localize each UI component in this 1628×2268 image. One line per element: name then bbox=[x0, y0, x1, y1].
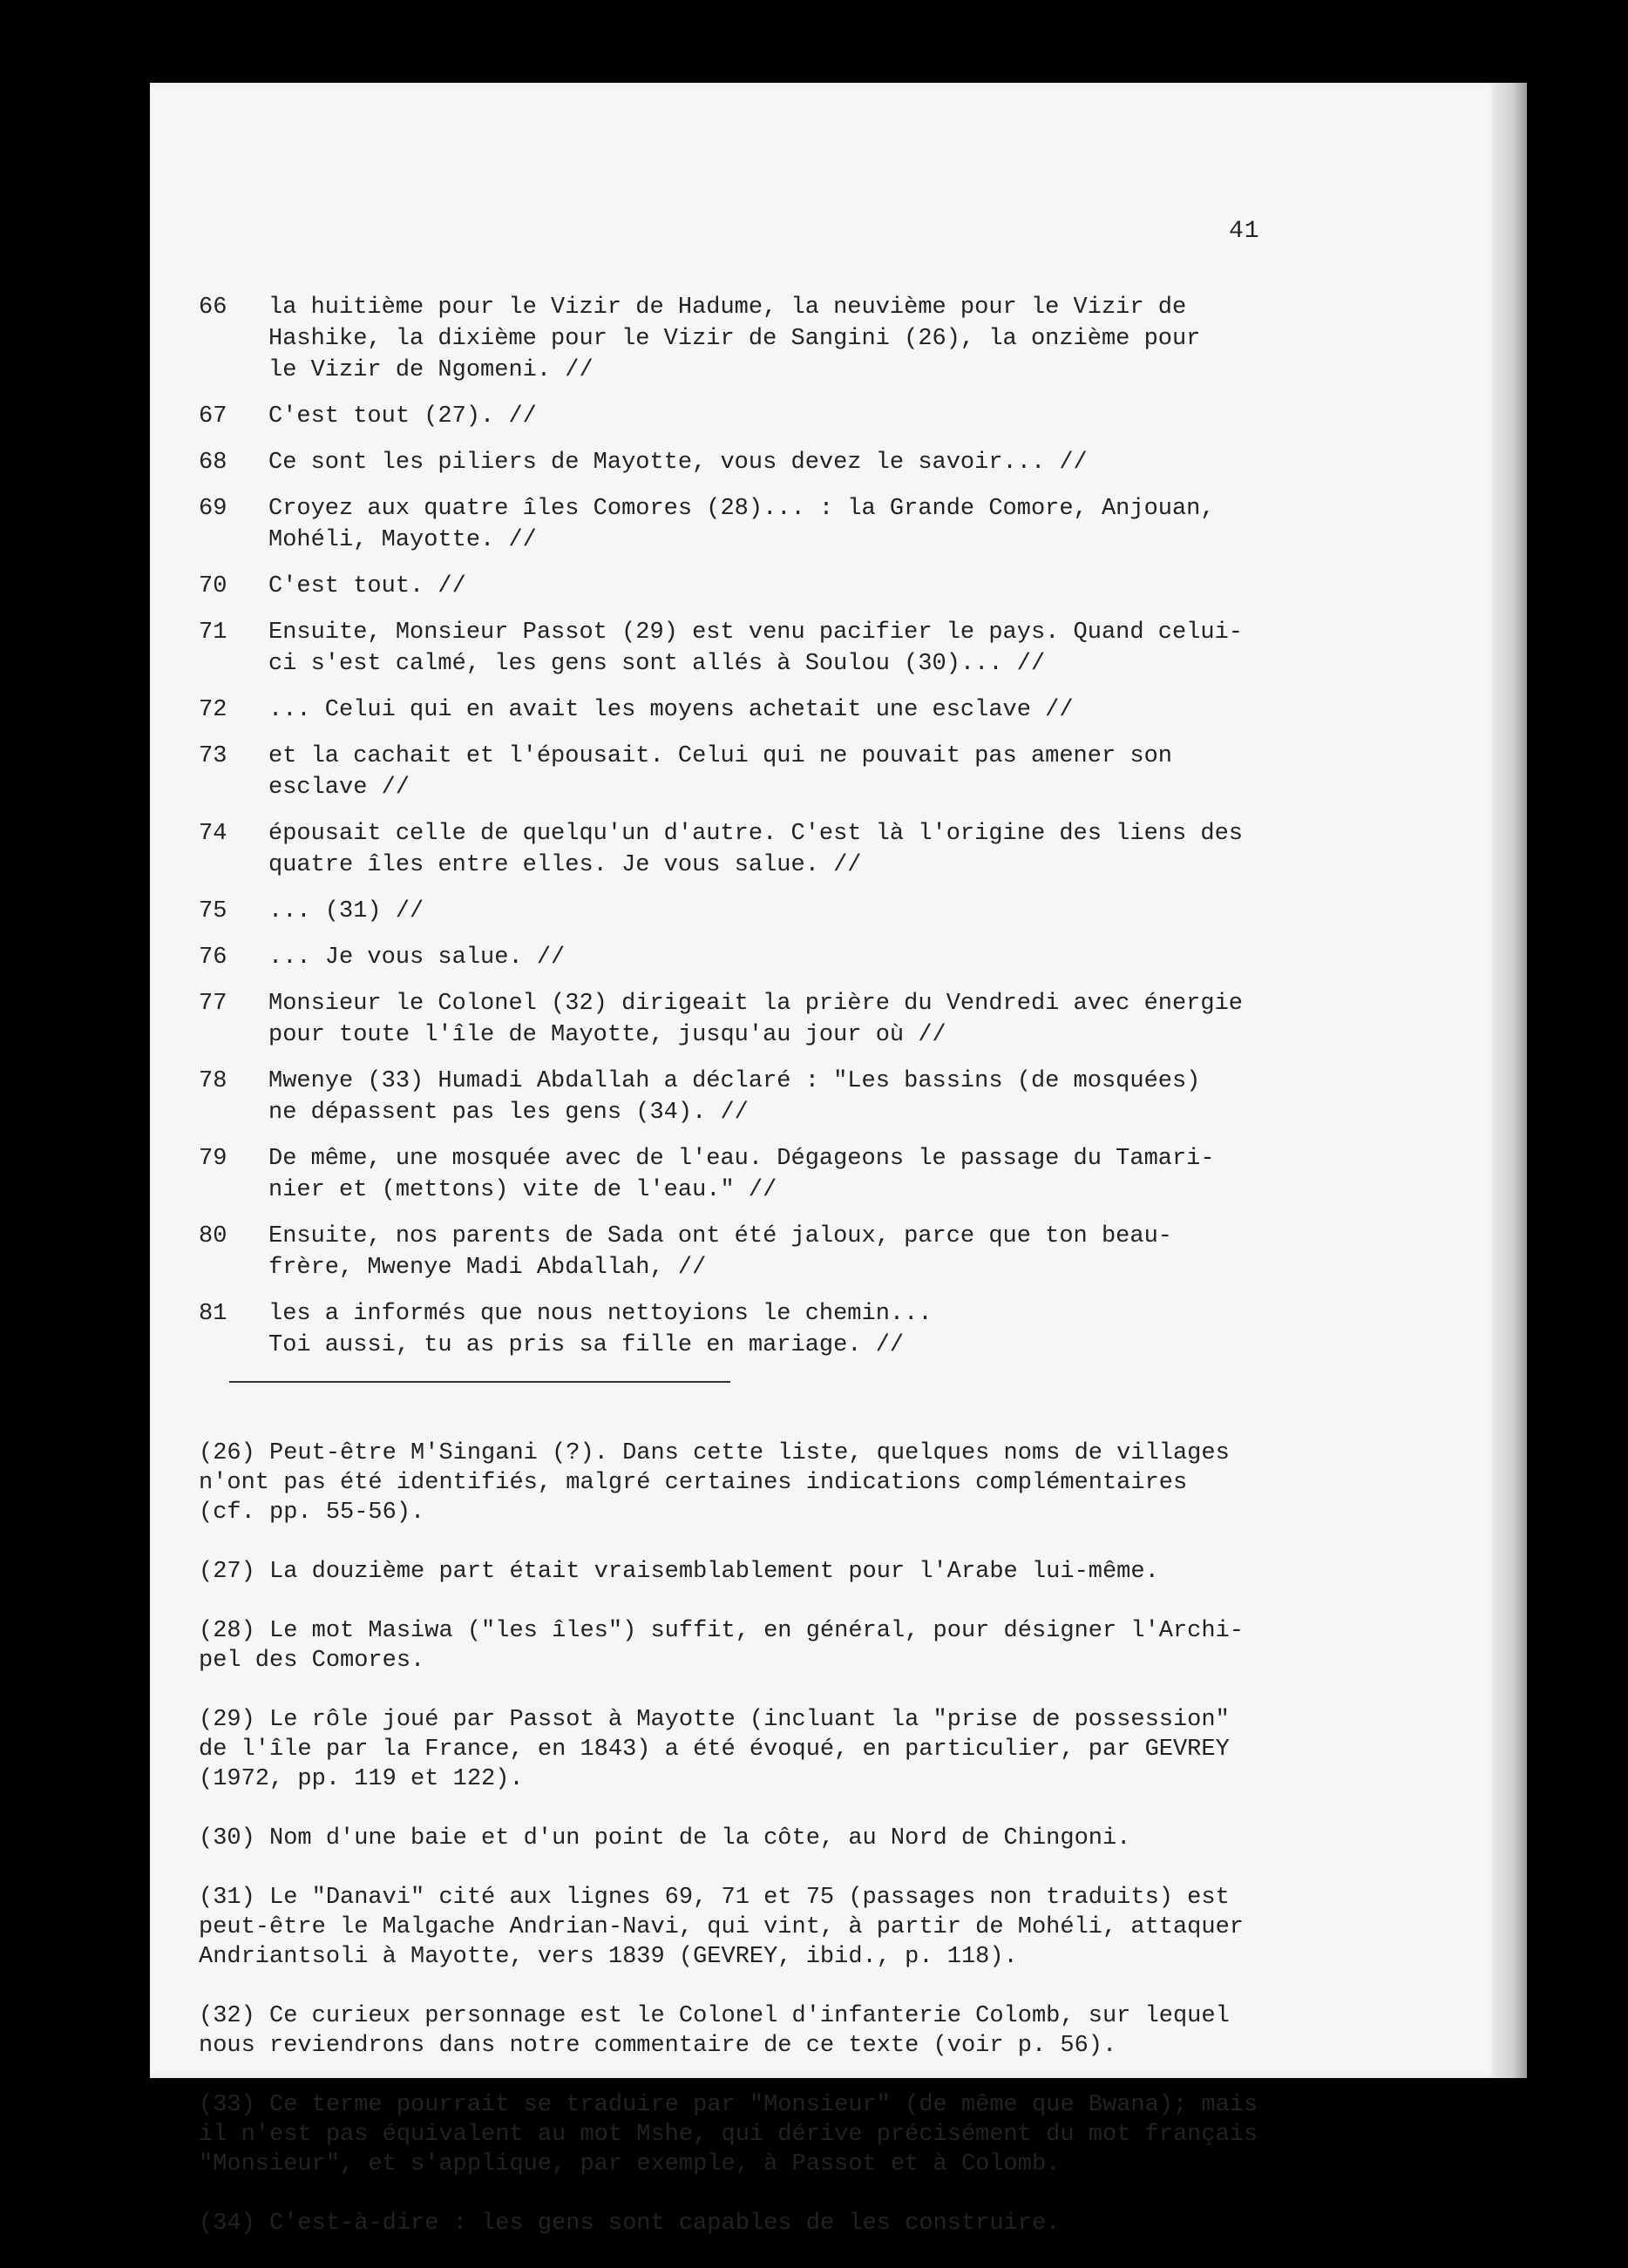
line-72 bbox=[199, 694, 1332, 726]
line-69 bbox=[199, 493, 1332, 556]
footnote-28: (28) Le mot Masiwa ("les îles") suffit, en général, pour désigner l'Archi- pel des Comores. bbox=[199, 1618, 1244, 1674]
line-75 bbox=[199, 896, 1332, 927]
line-text: Ensuite, nos parents de Sada ont été jaloux, parce que ton beau- frère, Mwenye Madi Abdallah, // bbox=[268, 1223, 1172, 1281]
line-text: les a informés que nous nettoyions le chemin... Toi aussi, tu as pris sa fille en mariage. // bbox=[268, 1301, 933, 1358]
line-text: la huitième pour le Vizir de Hadume, la neuvième pour le Vizir de Hashike, la dixième pour le Vizir de Sangini (26), la onzième pour le Vizir de Ngomeni. // bbox=[268, 295, 1201, 383]
line-number: 66 bbox=[199, 295, 227, 321]
line-73 bbox=[199, 741, 1332, 803]
line-number: 76 bbox=[199, 944, 227, 971]
line-text: Ce sont les piliers de Mayotte, vous devez le savoir... // bbox=[268, 450, 1088, 476]
page-number: 41 bbox=[1229, 218, 1260, 245]
footnote-34: (34) C'est-à-dire : les gens sont capables de les construire. bbox=[199, 2210, 1061, 2237]
line-text: Monsieur le Colonel (32) dirigeait la prière du Vendredi avec énergie pour toute l'île de Mayotte, jusqu'au jour où // bbox=[268, 991, 1243, 1048]
line-77 bbox=[199, 988, 1332, 1051]
line-text: De même, une mosquée avec de l'eau. Dégageons le passage du Tamari- nier et (mettons) vite de l'eau." // bbox=[268, 1146, 1215, 1203]
line-78 bbox=[199, 1066, 1332, 1128]
line-66 bbox=[199, 292, 1332, 386]
line-76 bbox=[199, 942, 1332, 973]
line-number: 67 bbox=[199, 403, 227, 430]
line-71 bbox=[199, 617, 1332, 680]
line-81 bbox=[199, 1298, 1332, 1361]
footnote-33: (33) Ce terme pourrait se traduire par "Monsieur" (de même que Bwana); mais il n'est pas équivalent au mot Mshe, qui dérive précisément du mot français "Monsieur", et s'applique, par exemple, à Passot et à Colomb. bbox=[199, 2092, 1258, 2177]
footnotes bbox=[199, 1409, 1332, 2268]
line-text: et la cachait et l'épousait. Celui qui ne pouvait pas amener son esclave // bbox=[268, 743, 1172, 801]
line-80 bbox=[199, 1221, 1332, 1283]
footnote-divider bbox=[229, 1381, 730, 1383]
line-text: épousait celle de quelqu'un d'autre. C'est là l'origine des liens des quatre îles entre elles. Je vous salue. // bbox=[268, 821, 1243, 878]
line-text: Mwenye (33) Humadi Abdallah a déclaré : "Les bassins (de mosquées) ne dépassent pas les gens (34). // bbox=[268, 1068, 1201, 1126]
line-number: 68 bbox=[199, 450, 227, 476]
line-number: 69 bbox=[199, 496, 227, 522]
line-number: 70 bbox=[199, 573, 227, 599]
line-number: 77 bbox=[199, 991, 227, 1017]
line-text: ... Celui qui en avait les moyens achetait une esclave // bbox=[268, 697, 1074, 723]
transcript-lines bbox=[199, 292, 1332, 1376]
line-number: 79 bbox=[199, 1146, 227, 1172]
line-text: ... Je vous salue. // bbox=[268, 944, 566, 971]
line-text: ... (31) // bbox=[268, 898, 424, 924]
line-68 bbox=[199, 447, 1332, 478]
footnote-29: (29) Le rôle joué par Passot à Mayotte (incluant la "prise de possession" de l'île par la France, en 1843) a été évoqué, en particulier, par GEVREY (1972, pp. 119 et 122). bbox=[199, 1707, 1230, 1792]
line-number: 75 bbox=[199, 898, 227, 924]
line-text: Croyez aux quatre îles Comores (28)... : la Grande Comore, Anjouan, Mohéli, Mayotte. // bbox=[268, 496, 1215, 553]
line-number: 78 bbox=[199, 1068, 227, 1094]
footnote-30: (30) Nom d'une baie et d'un point de la côte, au Nord de Chingoni. bbox=[199, 1825, 1131, 1852]
footnote-32: (32) Ce curieux personnage est le Colonel d'infanterie Colomb, sur lequel nous reviendrons dans notre commentaire de ce texte (voir p. 56). bbox=[199, 2003, 1230, 2059]
line-70 bbox=[199, 571, 1332, 602]
line-text: C'est tout (27). // bbox=[268, 403, 537, 430]
line-number: 80 bbox=[199, 1223, 227, 1249]
line-text: C'est tout. // bbox=[268, 573, 466, 599]
line-number: 73 bbox=[199, 743, 227, 769]
line-number: 81 bbox=[199, 1301, 227, 1327]
line-number: 71 bbox=[199, 619, 227, 646]
line-67 bbox=[199, 401, 1332, 432]
line-text: Ensuite, Monsieur Passot (29) est venu pacifier le pays. Quand celui- ci s'est calmé, les gens sont allés à Soulou (30)... // bbox=[268, 619, 1243, 677]
footnote-26: (26) Peut-être M'Singani (?). Dans cette liste, quelques noms de villages n'ont pas été identifiés, malgré certaines indications complémentaires (cf. pp. 55-56). bbox=[199, 1440, 1230, 1526]
line-number: 74 bbox=[199, 821, 227, 847]
footnote-31: (31) Le "Danavi" cité aux lignes 69, 71 et 75 (passages non traduits) est peut-être le Malgache Andrian-Navi, qui vint, à partir de Mohéli, attaquer Andriantsoli à Mayotte, vers 1839 (GEVREY, ibid., p. 118). bbox=[199, 1885, 1244, 1970]
line-74 bbox=[199, 818, 1332, 881]
line-79 bbox=[199, 1143, 1332, 1206]
line-number: 72 bbox=[199, 697, 227, 723]
page-edge bbox=[1492, 83, 1527, 2078]
footnote-27: (27) La douzième part était vraisemblablement pour l'Arabe lui-même. bbox=[199, 1559, 1159, 1585]
